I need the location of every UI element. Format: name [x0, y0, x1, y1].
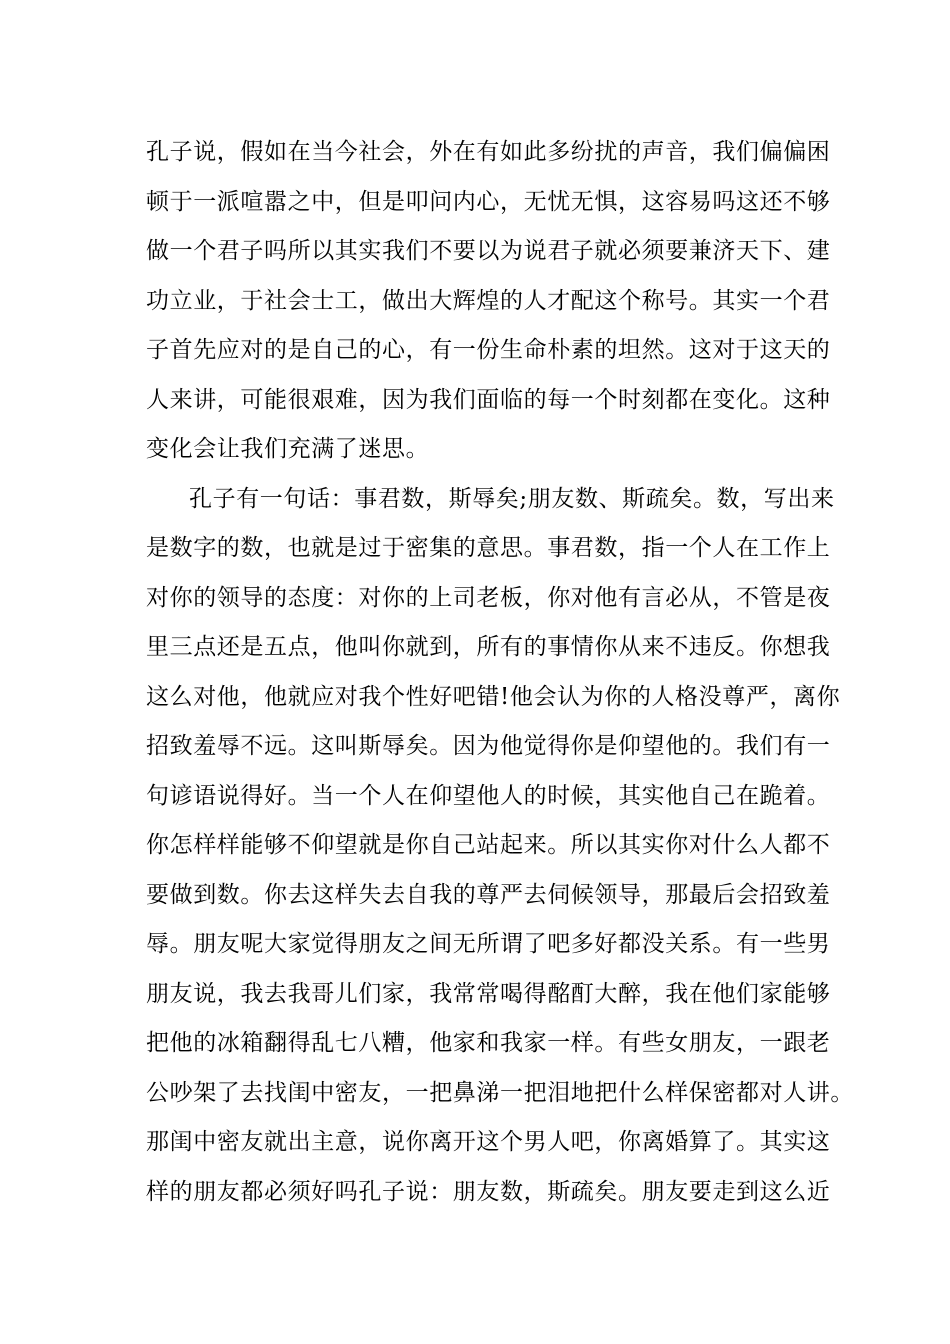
text-line: 你怎样样能够不仰望就是你自己站起来。所以其实你对什么人都不: [146, 832, 831, 858]
text-line: 功立业，于社会士工，做出大辉煌的人才配这个称号。其实一个君: [146, 287, 831, 314]
text-line: 是数字的数，也就是过于密集的意思。事君数，指一个人在工作上: [146, 535, 831, 561]
text-line: 辱。朋友呢大家觉得朋友之间无所谓了吧多好都没关系。有一些男: [146, 931, 831, 957]
text-line: 把他的冰箱翻得乱七八糟，他家和我家一样。有些女朋友，一跟老: [146, 1030, 831, 1056]
text-line: 句谚语说得好。当一个人在仰望他人的时候，其实他自己在跪着。: [146, 782, 831, 809]
text-line: 公吵架了去找闺中密友，一把鼻涕一把泪地把什么样保密都对人讲。: [146, 1079, 854, 1106]
text-line: 做一个君子吗所以其实我们不要以为说君子就必须要兼济天下、建: [146, 238, 831, 264]
text-line-paragraph-start: 孔子有一句话：事君数，斯辱矣;朋友数、斯疏矣。数，写出来: [189, 485, 835, 512]
text-line: 招致羞辱不远。这叫斯辱矣。因为他觉得你是仰望他的。我们有一: [146, 733, 831, 759]
text-line: 那闺中密友就出主意，说你离开这个男人吧，你离婚算了。其实这: [146, 1129, 831, 1155]
text-line: 里三点还是五点，他叫你就到，所有的事情你从来不违反。你想我: [146, 634, 831, 660]
text-line: 人来讲，可能很艰难，因为我们面临的每一个时刻都在变化。这种: [146, 386, 831, 413]
text-line: 这么对他，他就应对我个性好吧错!他会认为你的人格没尊严，离你: [146, 683, 841, 710]
text-line: 对你的领导的态度：对你的上司老板，你对他有言必从，不管是夜: [146, 584, 831, 611]
text-line: 孔子说，假如在当今社会，外在有如此多纷扰的声音，我们偏偏困: [146, 139, 831, 165]
text-line: 要做到数。你去这样失去自我的尊严去伺候领导，那最后会招致羞: [146, 881, 831, 908]
text-line: 朋友说，我去我哥儿们家，我常常喝得酩酊大醉，我在他们家能够: [146, 980, 831, 1007]
text-line: 变化会让我们充满了迷思。: [146, 436, 430, 462]
text-line: 子首先应对的是自己的心，有一份生命朴素的坦然。这对于这天的: [146, 337, 831, 363]
text-line: 样的朋友都必须好吗孔子说：朋友数，斯疏矣。朋友要走到这么近: [146, 1178, 831, 1205]
text-line: 顿于一派喧嚣之中，但是叩问内心，无忧无惧，这容易吗这还不够: [146, 188, 831, 215]
body-text: [146, 128, 854, 1217]
